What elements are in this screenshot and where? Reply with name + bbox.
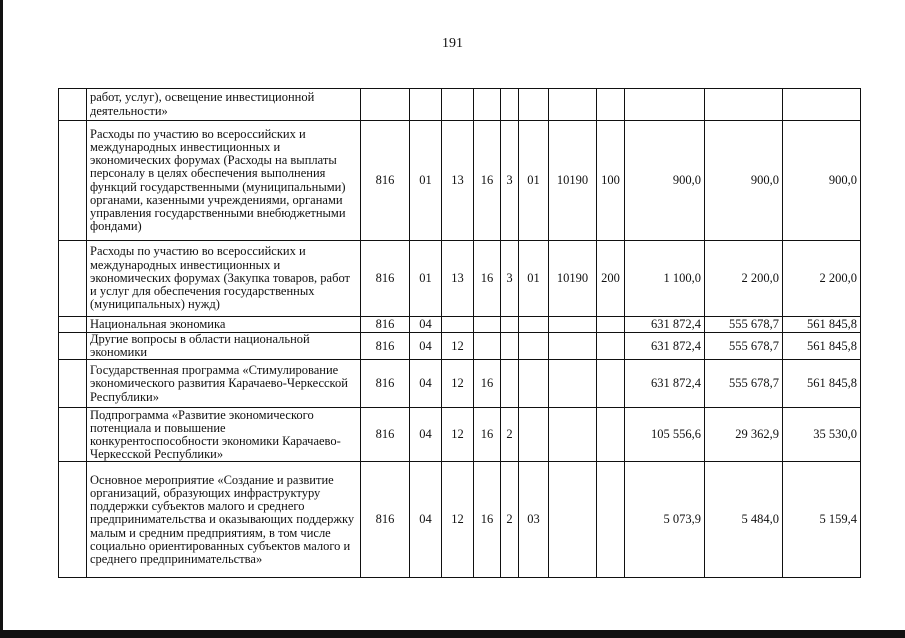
program-code: 16 xyxy=(474,241,501,317)
row-description: работ, услуг), освещение инвестиционной деятельности» xyxy=(87,89,361,121)
expense-type-code xyxy=(597,317,625,333)
amount-year-2 xyxy=(705,89,783,121)
section-code: 04 xyxy=(410,317,442,333)
activity-code xyxy=(519,360,549,408)
subsection-code: 12 xyxy=(442,360,474,408)
row-description: Подпрограмма «Развитие экономического потенциала и повышение конкурентоспособности экономики Карачаево-Черкесской Республики» xyxy=(87,408,361,462)
subsection-code: 12 xyxy=(442,462,474,578)
amount-year-3: 561 845,8 xyxy=(783,317,861,333)
grbs-code: 816 xyxy=(361,333,410,360)
program-code: 16 xyxy=(474,462,501,578)
section-code: 04 xyxy=(410,462,442,578)
row-description: Другие вопросы в области национальной экономики xyxy=(87,333,361,360)
row-index-cell xyxy=(59,89,87,121)
direction-code xyxy=(549,462,597,578)
program-code: 16 xyxy=(474,360,501,408)
row-index-cell xyxy=(59,408,87,462)
subprogram-code: 2 xyxy=(501,408,519,462)
subprogram-code xyxy=(501,360,519,408)
scan-edge-bottom xyxy=(0,630,905,638)
section-code: 01 xyxy=(410,121,442,241)
row-index-cell xyxy=(59,462,87,578)
table-row xyxy=(59,408,861,462)
amount-year-1: 900,0 xyxy=(625,121,705,241)
row-index-cell xyxy=(59,241,87,317)
activity-code xyxy=(519,89,549,121)
amount-year-3: 561 845,8 xyxy=(783,360,861,408)
expense-type-code: 200 xyxy=(597,241,625,317)
table-row xyxy=(59,121,861,241)
subsection-code: 13 xyxy=(442,241,474,317)
subprogram-code xyxy=(501,333,519,360)
program-code xyxy=(474,317,501,333)
budget-table xyxy=(58,88,861,578)
page-number: 191 xyxy=(442,36,463,51)
section-code: 04 xyxy=(410,408,442,462)
grbs-code: 816 xyxy=(361,462,410,578)
row-index-cell xyxy=(59,333,87,360)
direction-code xyxy=(549,317,597,333)
amount-year-1: 5 073,9 xyxy=(625,462,705,578)
amount-year-3: 5 159,4 xyxy=(783,462,861,578)
amount-year-2: 5 484,0 xyxy=(705,462,783,578)
amount-year-2: 2 200,0 xyxy=(705,241,783,317)
subsection-code xyxy=(442,317,474,333)
amount-year-1: 631 872,4 xyxy=(625,317,705,333)
activity-code: 03 xyxy=(519,462,549,578)
row-index-cell xyxy=(59,317,87,333)
expense-type-code xyxy=(597,408,625,462)
program-code xyxy=(474,333,501,360)
subsection-code xyxy=(442,89,474,121)
direction-code: 10190 xyxy=(549,121,597,241)
direction-code xyxy=(549,333,597,360)
table-row xyxy=(59,462,861,578)
direction-code xyxy=(549,89,597,121)
amount-year-3: 2 200,0 xyxy=(783,241,861,317)
subsection-code: 12 xyxy=(442,333,474,360)
grbs-code: 816 xyxy=(361,408,410,462)
section-code: 04 xyxy=(410,333,442,360)
direction-code xyxy=(549,360,597,408)
table-row xyxy=(59,360,861,408)
row-description: Расходы по участию во всероссийских и международных инвестиционных и экономических форумах (Закупка товаров, работ и услуг для обеспечения государственных (муниципальных) нужд) xyxy=(87,241,361,317)
table-row xyxy=(59,317,861,333)
activity-code xyxy=(519,333,549,360)
program-code xyxy=(474,89,501,121)
program-code: 16 xyxy=(474,408,501,462)
amount-year-3: 35 530,0 xyxy=(783,408,861,462)
expense-type-code xyxy=(597,360,625,408)
subprogram-code: 3 xyxy=(501,121,519,241)
amount-year-1: 105 556,6 xyxy=(625,408,705,462)
grbs-code: 816 xyxy=(361,317,410,333)
subprogram-code xyxy=(501,89,519,121)
section-code: 04 xyxy=(410,360,442,408)
expense-type-code xyxy=(597,333,625,360)
amount-year-2: 555 678,7 xyxy=(705,317,783,333)
program-code: 16 xyxy=(474,121,501,241)
row-index-cell xyxy=(59,360,87,408)
expense-type-code xyxy=(597,462,625,578)
section-code xyxy=(410,89,442,121)
row-description: Национальная экономика xyxy=(87,317,361,333)
amount-year-2: 555 678,7 xyxy=(705,333,783,360)
scan-edge-left xyxy=(0,0,3,636)
amount-year-1 xyxy=(625,89,705,121)
amount-year-2: 555 678,7 xyxy=(705,360,783,408)
amount-year-2: 900,0 xyxy=(705,121,783,241)
grbs-code: 816 xyxy=(361,121,410,241)
table-row xyxy=(59,89,861,121)
table-row xyxy=(59,333,861,360)
amount-year-1: 1 100,0 xyxy=(625,241,705,317)
expense-type-code xyxy=(597,89,625,121)
amount-year-3: 561 845,8 xyxy=(783,333,861,360)
direction-code xyxy=(549,408,597,462)
section-code: 01 xyxy=(410,241,442,317)
grbs-code: 816 xyxy=(361,241,410,317)
amount-year-3 xyxy=(783,89,861,121)
table-row xyxy=(59,241,861,317)
row-description: Расходы по участию во всероссийских и международных инвестиционных и экономических форумах (Расходы на выплаты персоналу в целях обеспечения выполнения функций государственными (муниципальными) органами, казенными учреждениями, органами управления государственными внебюджетными фондами) xyxy=(87,121,361,241)
subprogram-code xyxy=(501,317,519,333)
activity-code: 01 xyxy=(519,121,549,241)
amount-year-3: 900,0 xyxy=(783,121,861,241)
direction-code: 10190 xyxy=(549,241,597,317)
amount-year-1: 631 872,4 xyxy=(625,360,705,408)
subprogram-code: 2 xyxy=(501,462,519,578)
activity-code xyxy=(519,408,549,462)
row-description: Основное мероприятие «Создание и развитие организаций, образующих инфраструктуру поддержки субъектов малого и среднего предпринимательства и оказывающих поддержку малым и средним предприятиям, в том числе социально ориентированных субъектов малого и среднего предпринимательства» xyxy=(87,462,361,578)
activity-code xyxy=(519,317,549,333)
grbs-code xyxy=(361,89,410,121)
expense-type-code: 100 xyxy=(597,121,625,241)
row-index-cell xyxy=(59,121,87,241)
amount-year-1: 631 872,4 xyxy=(625,333,705,360)
grbs-code: 816 xyxy=(361,360,410,408)
activity-code: 01 xyxy=(519,241,549,317)
row-description: Государственная программа «Стимулирование экономического развития Карачаево-Черкесской Республики» xyxy=(87,360,361,408)
subprogram-code: 3 xyxy=(501,241,519,317)
amount-year-2: 29 362,9 xyxy=(705,408,783,462)
subsection-code: 13 xyxy=(442,121,474,241)
subsection-code: 12 xyxy=(442,408,474,462)
